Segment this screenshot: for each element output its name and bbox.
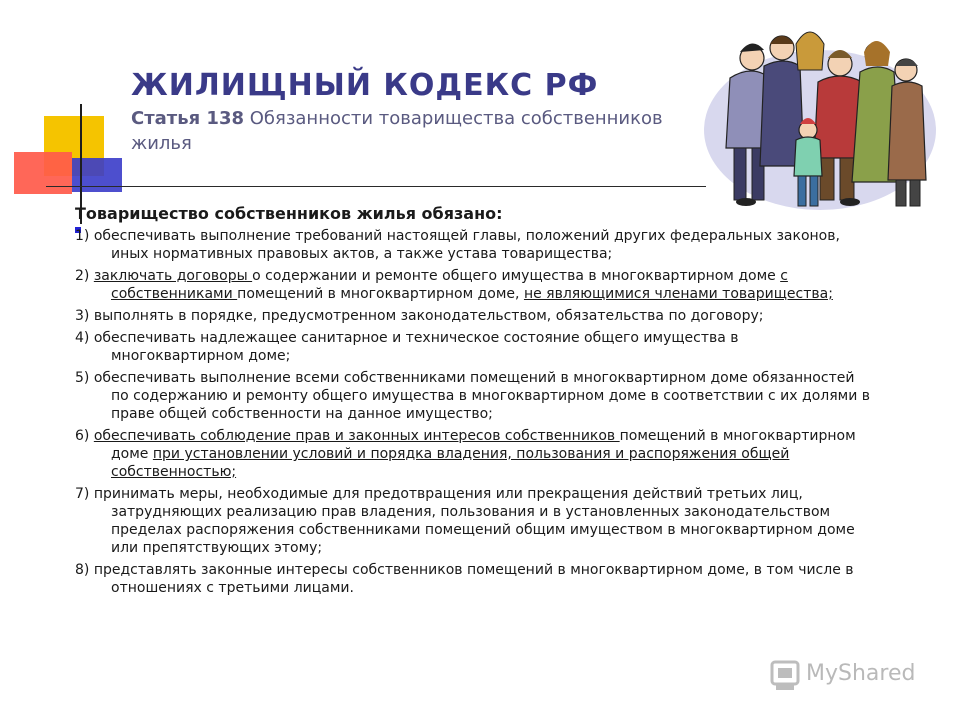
underlined-text: заключать договоры [93,268,253,284]
list-item-7: 7) принимать меры, необходимые для предотвращения или прекращения действий третьих лиц, затрудняющих реализацию прав владения, пользования и в установленных законодательством пределах распоряжения собственниками помещений общим имуществом в многоквартирном доме или препятствующих этому; [75,486,855,556]
underlined-text: при установлении условий и порядка владения, пользования и распоряжения общей собственностью; [111,446,790,480]
list-item-1: 1) обеспечивать выполнение требований настоящей главы, положений других федеральных законов, иных нормативных правовых актов, а также устава товарищества; [75,228,840,262]
underlined-text: с собственниками [111,268,788,302]
article-number: Статья 138 [131,108,245,129]
article-body [75,205,875,601]
page-title: ЖИЛИЩНЫЙ КОДЕКС РФ [131,68,599,103]
list-item-6: 6) обеспечивать соблюдение прав и законных интересов собственников помещений в многоквартирном доме при установлении условий и порядка владения, пользования и распоряжения общей собственностью; [75,428,856,480]
list-item-2: 2) заключать договоры о содержании и ремонте общего имущества в многоквартирном доме с собственниками помещений в многоквартирном доме, не являющимися членами товарищества; [75,268,833,302]
decor-horizontal-line [46,186,706,187]
underlined-text: обеспечивать соблюдение прав и законных интересов собственников [93,428,620,444]
people-illustration [700,20,940,220]
decor-red-square [14,152,72,194]
underlined-text: не являющимися членами товарищества; [523,286,833,302]
list-item-3: 3) выполнять в порядке, предусмотренном законодательством, обязательства по договору; [75,308,764,324]
page-subtitle [131,106,691,156]
watermark-text: MyShared [806,661,916,686]
list-item-5: 5) обеспечивать выполнение всеми собственниками помещений в многоквартирном доме обязанностей по содержанию и ремонту общего имущества в многоквартирном доме в соответствии с их долями в праве общей собственности на данное имущество; [75,370,870,422]
article-name: Обязанности товарищества собственников жилья [131,108,663,154]
list-item-8: 8) представлять законные интересы собственников помещений в многоквартирном доме, в том числе в отношениях с третьими лицами. [75,562,854,596]
lead-heading: Товарищество собственников жилья обязано: [75,204,503,223]
list-item-4: 4) обеспечивать надлежащее санитарное и техническое состояние общего имущества в многоквартирном доме; [75,330,739,364]
